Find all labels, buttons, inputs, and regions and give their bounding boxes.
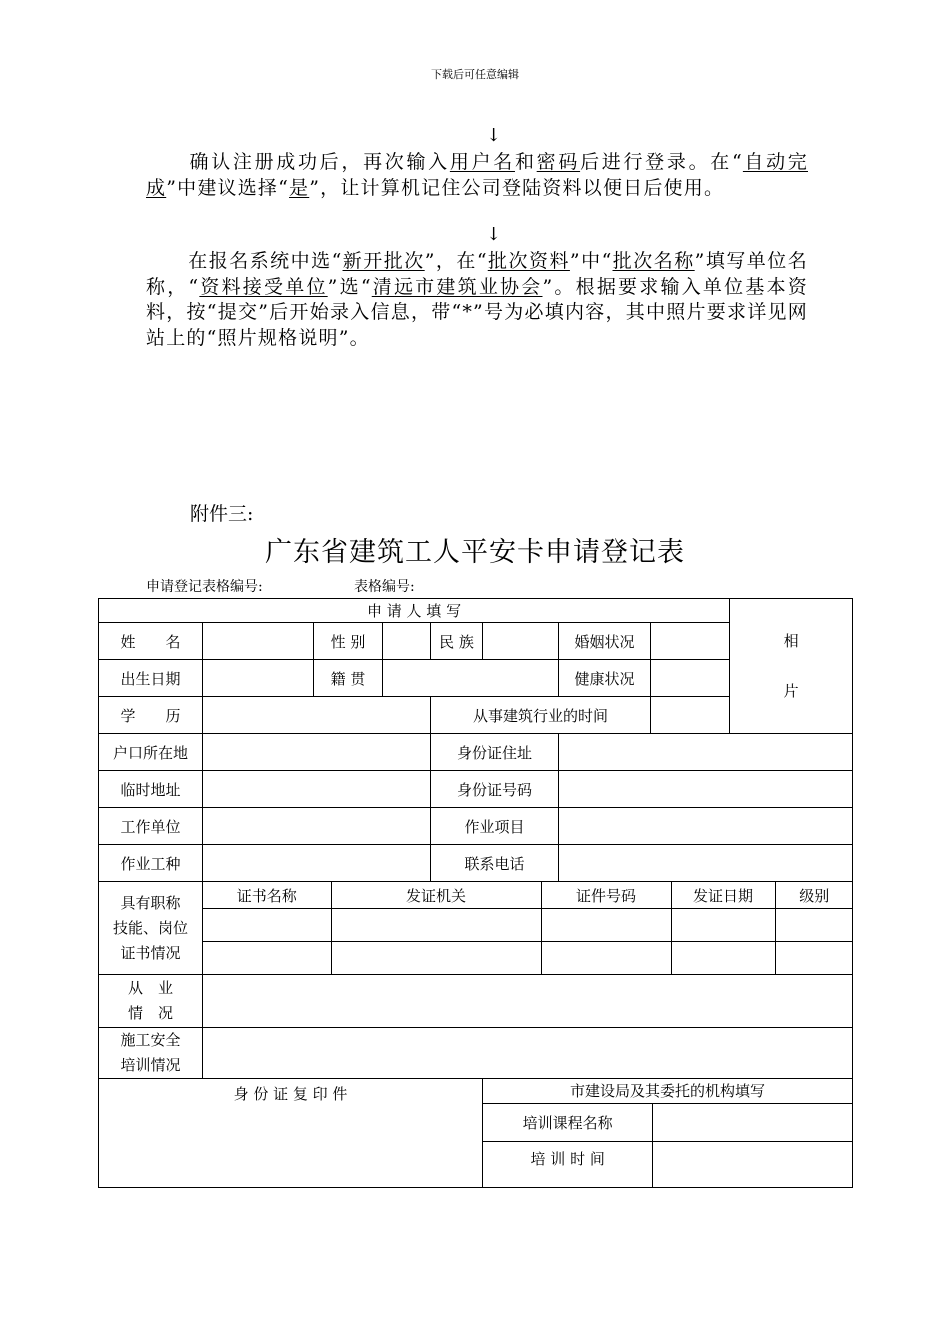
id-address-label: 身份证住址 bbox=[431, 734, 559, 771]
safety-training-label: 施工安全 培训情况 bbox=[99, 1028, 203, 1079]
hukou-label: 户口所在地 bbox=[99, 734, 203, 771]
id-copy-area[interactable] bbox=[99, 1079, 483, 1188]
gender-label: 性 别 bbox=[314, 623, 383, 660]
instruction-paragraph-1: 确认注册成功后，再次输入用户名和密码后进行登录。在“自动完成”中建议选择“是”，让计算机记住公司登陆资料以便日后使用。 bbox=[146, 151, 808, 199]
cert-cell[interactable] bbox=[541, 909, 671, 942]
train-time-label: 培 训 时 间 bbox=[483, 1141, 653, 1187]
cert-col-name: 证书名称 bbox=[203, 882, 331, 909]
flow-arrow-2: ↓ bbox=[486, 224, 502, 245]
password-term: 密码 bbox=[536, 151, 581, 173]
cert-col-level: 级别 bbox=[775, 882, 853, 909]
temp-address-field[interactable] bbox=[203, 771, 431, 808]
marital-label: 婚姻状况 bbox=[559, 623, 651, 660]
certificates-grid-cell bbox=[203, 882, 853, 975]
ethnicity-field[interactable] bbox=[483, 623, 559, 660]
course-field[interactable] bbox=[653, 1103, 852, 1141]
cert-cell[interactable] bbox=[671, 941, 775, 974]
safety-training-field[interactable] bbox=[203, 1028, 853, 1079]
appendix-label: 附件三: bbox=[190, 503, 254, 525]
batch-info-term: 批次资料 bbox=[487, 250, 570, 272]
cert-col-number: 证件号码 bbox=[541, 882, 671, 909]
photo-box[interactable]: 相 片 bbox=[730, 599, 853, 734]
yes-term: 是 bbox=[289, 176, 310, 199]
username-term: 用户名 bbox=[449, 151, 515, 173]
cert-cell[interactable] bbox=[671, 909, 775, 942]
education-field[interactable] bbox=[203, 697, 431, 734]
bureau-header: 市建设局及其委托的机构填写 bbox=[483, 1079, 852, 1103]
bureau-section-cell bbox=[483, 1079, 853, 1188]
new-batch-term: 新开批次 bbox=[342, 250, 425, 272]
project-field[interactable] bbox=[559, 808, 853, 845]
id-number-field[interactable] bbox=[559, 771, 853, 808]
course-label: 培训课程名称 bbox=[483, 1103, 653, 1141]
trade-field[interactable] bbox=[203, 845, 431, 882]
table-no-label: 表格编号: bbox=[354, 579, 415, 595]
hukou-field[interactable] bbox=[203, 734, 431, 771]
registration-form-table bbox=[98, 598, 853, 1188]
cert-cell[interactable] bbox=[331, 941, 541, 974]
marital-field[interactable] bbox=[651, 623, 730, 660]
ethnicity-label: 民 族 bbox=[431, 623, 483, 660]
project-label: 作业项目 bbox=[431, 808, 559, 845]
form-title: 广东省建筑工人平安卡申请登记表 bbox=[265, 537, 685, 568]
cert-cell[interactable] bbox=[203, 941, 331, 974]
trade-label: 作业工种 bbox=[99, 845, 203, 882]
cert-col-date: 发证日期 bbox=[671, 882, 775, 909]
industry-time-label: 从事建筑行业的时间 bbox=[431, 697, 651, 734]
birth-field[interactable] bbox=[203, 660, 314, 697]
id-address-field[interactable] bbox=[559, 734, 853, 771]
cert-cell[interactable] bbox=[775, 941, 853, 974]
name-field[interactable] bbox=[203, 623, 314, 660]
work-history-field[interactable] bbox=[203, 975, 853, 1028]
employer-label: 工作单位 bbox=[99, 808, 203, 845]
employer-field[interactable] bbox=[203, 808, 431, 845]
form-no-label: 申请登记表格编号: bbox=[146, 579, 263, 595]
health-field[interactable] bbox=[651, 660, 730, 697]
education-label: 学 历 bbox=[99, 697, 203, 734]
name-label: 姓 名 bbox=[99, 623, 203, 660]
header-note: 下载后可任意编辑 bbox=[431, 68, 519, 81]
batch-name-term: 批次名称 bbox=[612, 250, 695, 272]
cert-col-issuer: 发证机关 bbox=[331, 882, 541, 909]
industry-time-field[interactable] bbox=[651, 697, 730, 734]
native-field[interactable] bbox=[383, 660, 559, 697]
cert-cell[interactable] bbox=[541, 941, 671, 974]
temp-address-label: 临时地址 bbox=[99, 771, 203, 808]
work-history-label: 从 业 情 况 bbox=[99, 975, 203, 1028]
id-copy-label: 身 份 证 复 印 件 bbox=[233, 1085, 348, 1103]
native-label: 籍 贯 bbox=[314, 660, 383, 697]
cert-cell[interactable] bbox=[203, 909, 331, 942]
association-term: 清远市建筑业协会 bbox=[371, 275, 543, 298]
bureau-section bbox=[483, 1079, 852, 1187]
certificates-grid bbox=[203, 882, 853, 974]
train-time-field[interactable] bbox=[653, 1141, 852, 1187]
gender-field[interactable] bbox=[383, 623, 431, 660]
form-number-line bbox=[146, 576, 415, 596]
section-applicant-header: 申 请 人 填 写 bbox=[99, 599, 730, 623]
certificates-label: 具有职称 技能、岗位 证书情况 bbox=[99, 882, 203, 975]
cert-cell[interactable] bbox=[775, 909, 853, 942]
id-number-label: 身份证号码 bbox=[431, 771, 559, 808]
instruction-paragraph-2: 在报名系统中选“新开批次”，在“批次资料”中“批次名称”填写单位名称，“资料接受单位”选“清远市建筑业协会”。根据要求输入单位基本资料，按“提交”后开始录入信息，带“*”号为必填内容，其中照片要求详见网站上的“照片规格说明”。 bbox=[146, 250, 808, 349]
autocomplete-term: 自动完成 bbox=[146, 151, 808, 199]
receiving-unit-term: 资料接受单位 bbox=[199, 275, 328, 298]
birth-label: 出生日期 bbox=[99, 660, 203, 697]
flow-arrow-1: ↓ bbox=[486, 125, 502, 146]
cert-cell[interactable] bbox=[331, 909, 541, 942]
phone-field[interactable] bbox=[559, 845, 853, 882]
health-label: 健康状况 bbox=[559, 660, 651, 697]
phone-label: 联系电话 bbox=[431, 845, 559, 882]
